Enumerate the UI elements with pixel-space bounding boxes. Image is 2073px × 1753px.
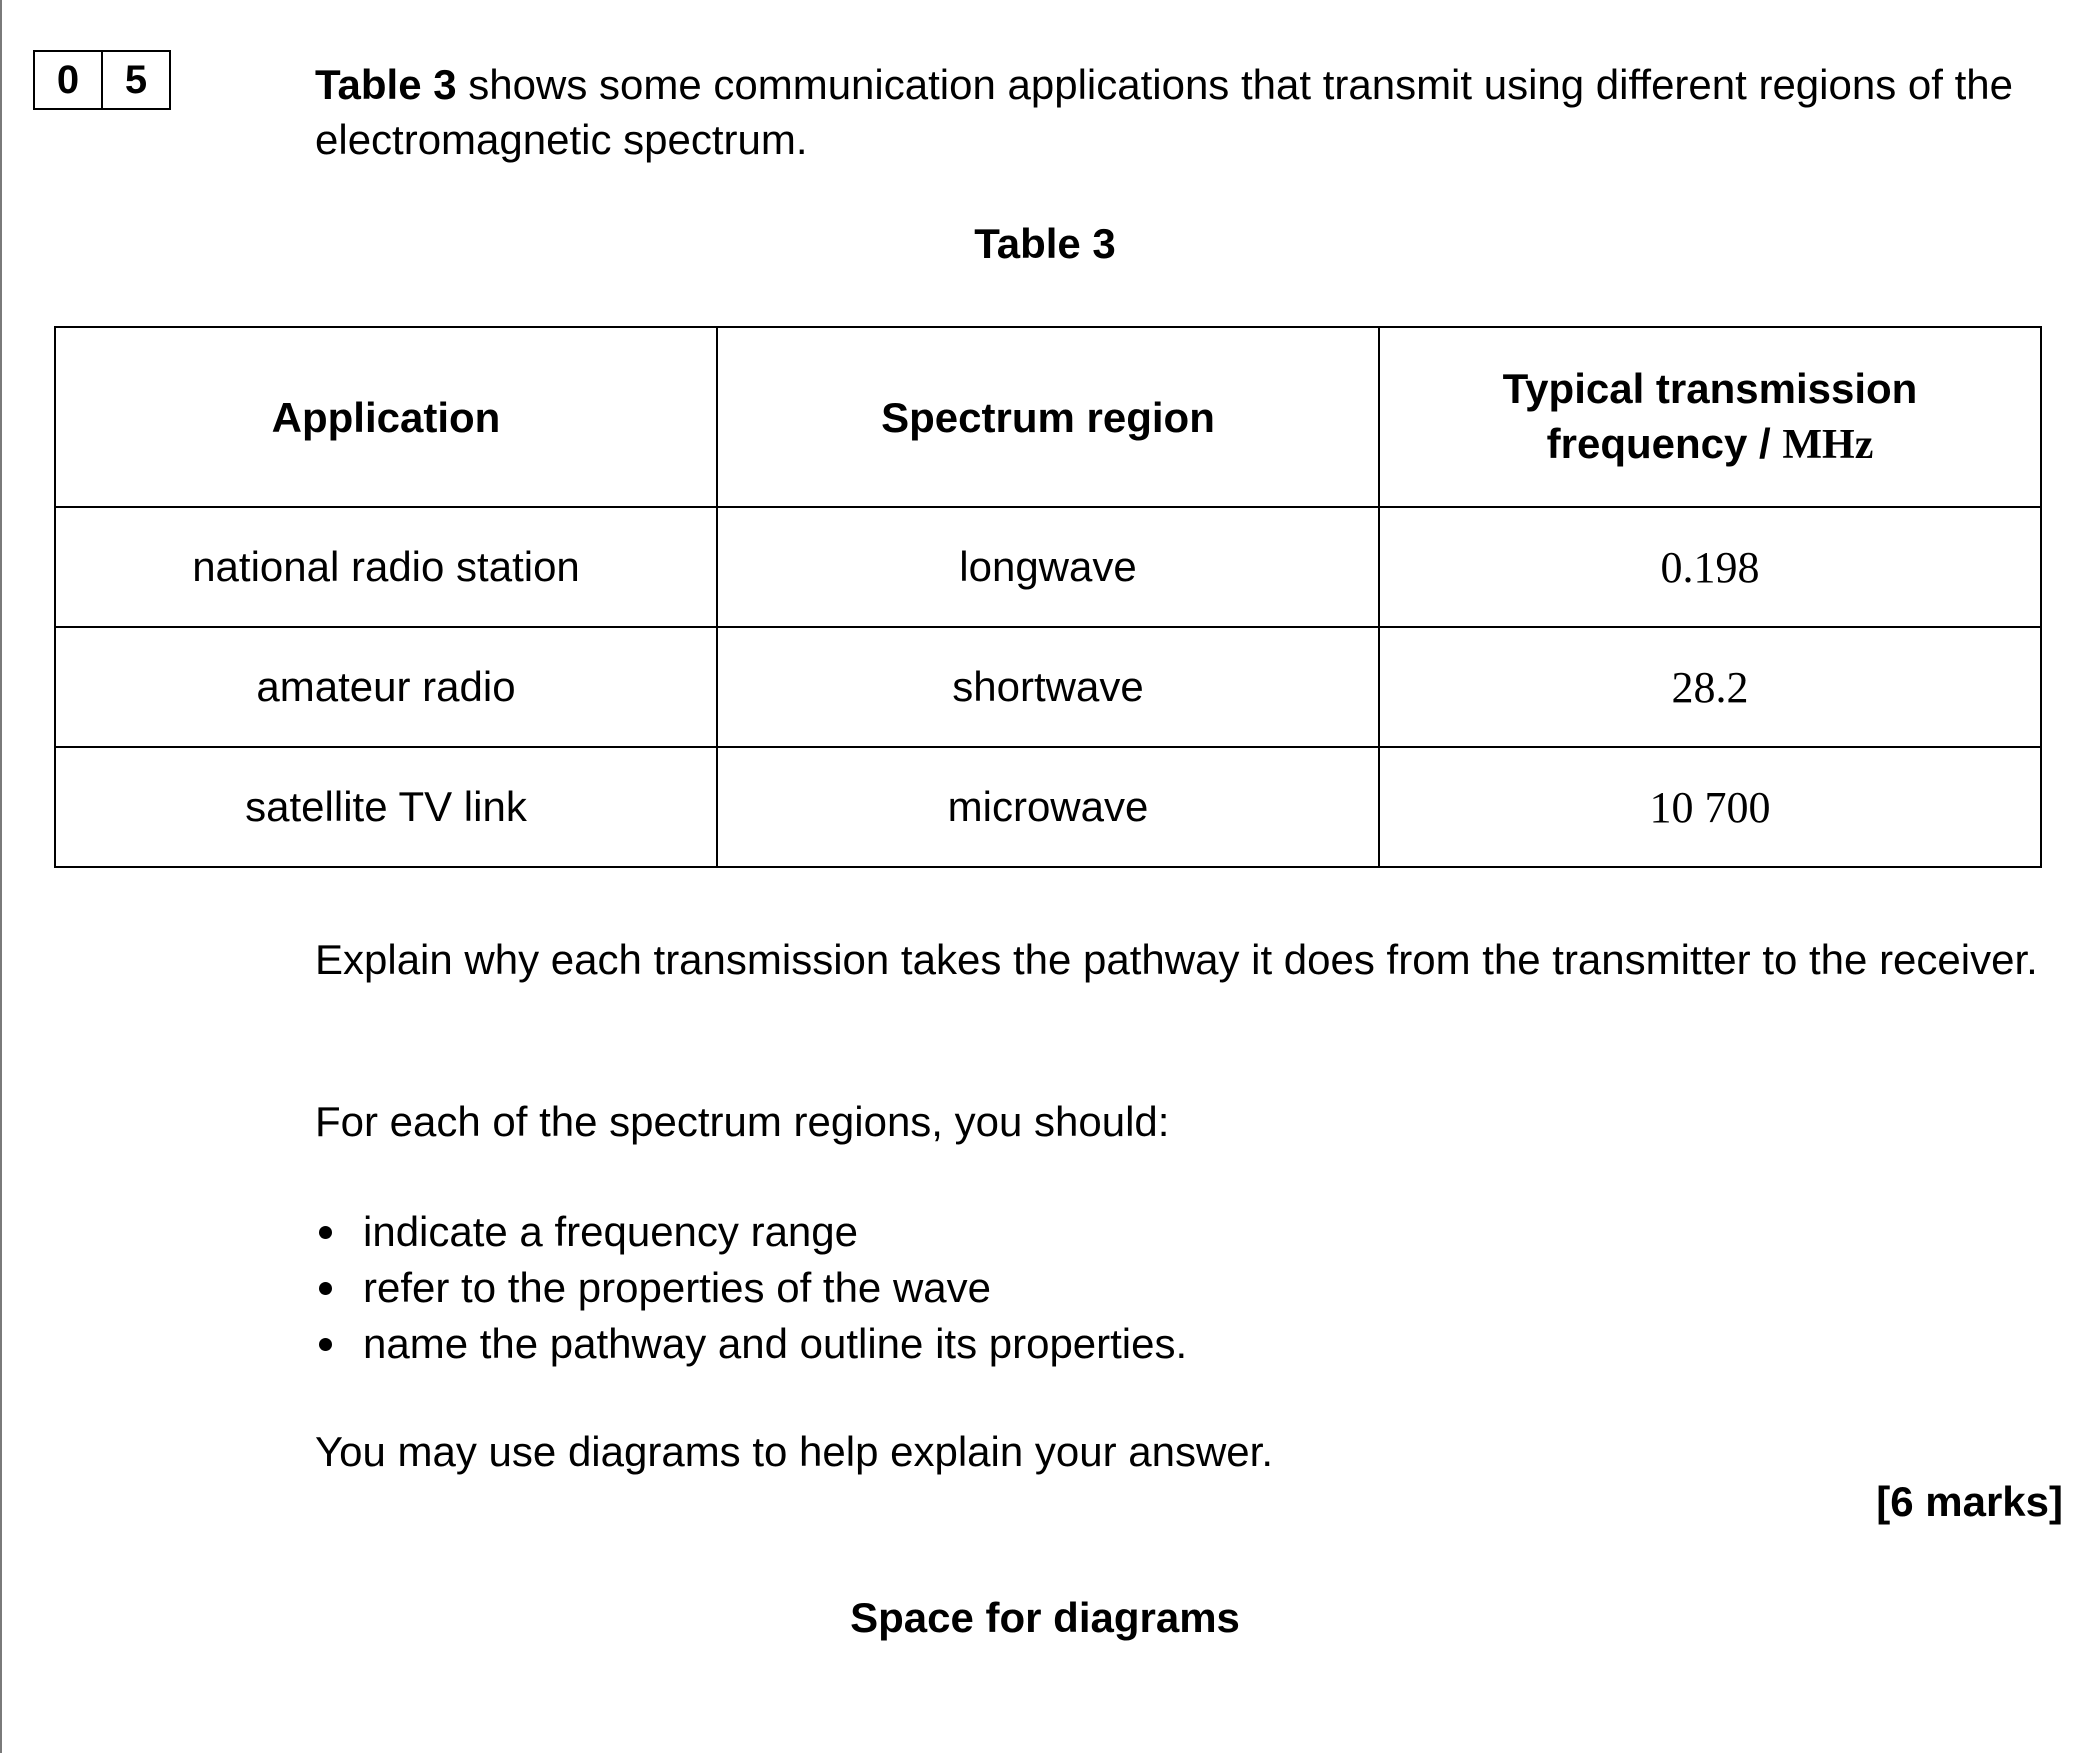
list-item-text: name the pathway and outline its properties. — [363, 1320, 1188, 1367]
list-item — [315, 1204, 1187, 1260]
bullet-dot-icon — [319, 1226, 332, 1239]
list-item — [315, 1316, 1187, 1372]
intro-text — [315, 57, 2065, 167]
question-number-digit: 5 — [101, 52, 169, 108]
header-frequency — [1379, 327, 2041, 507]
intro-rest: shows some communication applications that transmit using different regions of the electromagnetic spectrum. — [315, 61, 2013, 163]
for-each-instruction: For each of the spectrum regions, you should: — [315, 1098, 1170, 1145]
list-item-text: refer to the properties of the wave — [363, 1264, 992, 1311]
cell-frequency: 0.198 — [1379, 507, 2041, 627]
table-header-row — [55, 327, 2041, 507]
cell-frequency: 10 700 — [1379, 747, 2041, 867]
cell-application: amateur radio — [55, 627, 717, 747]
cell-frequency: 28.2 — [1379, 627, 2041, 747]
cell-region: microwave — [717, 747, 1379, 867]
intro-table-ref: Table 3 — [315, 61, 457, 108]
cell-application: national radio station — [55, 507, 717, 627]
header-frequency-line2: frequency / — [1546, 420, 1783, 467]
header-frequency-line1: Typical transmission — [1502, 365, 1918, 412]
table-row — [55, 747, 2041, 867]
space-for-diagrams-heading: Space for diagrams — [850, 1594, 1240, 1641]
table-row — [55, 507, 2041, 627]
header-frequency-unit: MHz — [1782, 422, 1874, 468]
marks-label: [6 marks] — [1876, 1478, 2063, 1525]
bullet-dot-icon — [319, 1338, 332, 1351]
list-item — [315, 1260, 1187, 1316]
cell-region: longwave — [717, 507, 1379, 627]
bullet-dot-icon — [319, 1282, 332, 1295]
question-number-box — [33, 50, 171, 110]
bullet-list — [315, 1204, 1187, 1372]
header-spectrum-region: Spectrum region — [717, 327, 1379, 507]
header-application: Application — [55, 327, 717, 507]
cell-application: satellite TV link — [55, 747, 717, 867]
list-item-text: indicate a frequency range — [363, 1208, 858, 1255]
data-table — [54, 326, 2042, 868]
question-number-digit: 0 — [56, 57, 80, 102]
explain-instruction: Explain why each transmission takes the pathway it does from the transmitter to the receiver. — [315, 936, 2038, 983]
diagrams-note: You may use diagrams to help explain your answer. — [315, 1428, 1274, 1475]
table-row — [55, 627, 2041, 747]
table-caption: Table 3 — [974, 220, 1116, 267]
cell-region: shortwave — [717, 627, 1379, 747]
